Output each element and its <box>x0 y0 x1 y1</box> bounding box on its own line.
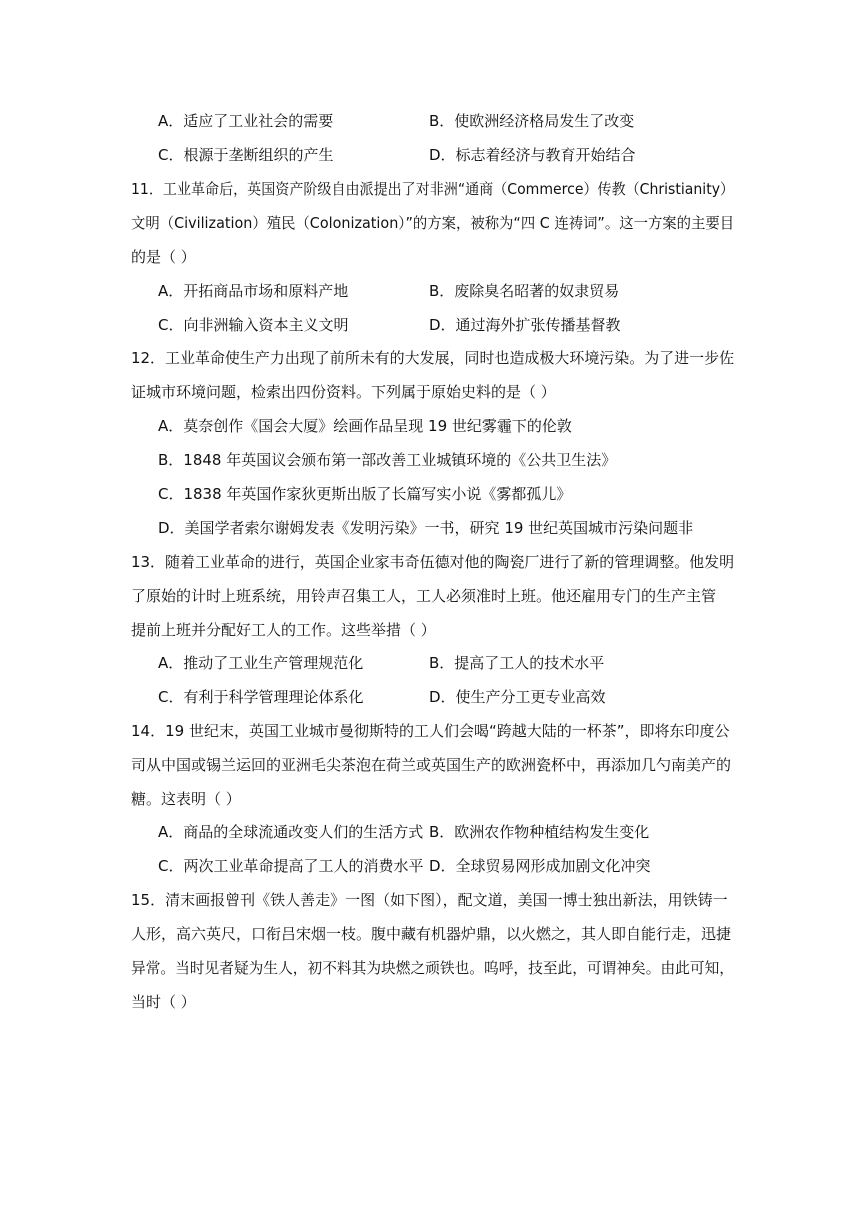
q14-stem-line-1: 14．19 世纪末，英国工业城市曼彻斯特的工人们会喝“跨越大陆的一杯茶”，即将东印度公 <box>131 722 730 740</box>
q13-stem-line-1: 13．随着工业革命的进行，英国企业家韦奇伍德对他的陶瓷厂进行了新的管理调整。他发明 <box>131 553 735 571</box>
q14-option-d: D．全球贸易网形成加剧文化冲突 <box>429 857 651 875</box>
q11-option-a: A．开拓商品市场和原料产地 <box>158 282 349 300</box>
q13-option-b: B．提高了工人的技术水平 <box>429 654 605 672</box>
q10-option-a: A．适应了工业社会的需要 <box>158 112 334 130</box>
q11-stem-line-3: 的是（ ） <box>131 248 196 266</box>
q11-stem-line-1: 11．工业革命后，英国资产阶级自由派提出了对非洲“通商（Commerce）传教（Christianity） <box>131 180 735 198</box>
q10-option-d: D．标志着经济与教育开始结合 <box>429 146 636 164</box>
q13-option-c: C．有利于科学管理理论体系化 <box>158 688 364 706</box>
q10-option-b: B．使欧洲经济格局发生了改变 <box>429 112 635 130</box>
q12-stem-line-2: 证城市环境问题，检索出四份资料。下列属于原始史料的是（ ） <box>131 383 556 401</box>
q11-option-c: C．向非洲输入资本主义文明 <box>158 316 349 334</box>
q15-stem-line-1: 15．清末画报曾刊《铁人善走》一图（如下图），配文道，美国一博士独出新法，用铁铸一 <box>131 891 728 909</box>
q12-option-d: D．美国学者索尔谢姆发表《发明污染》一书，研究 19 世纪英国城市污染问题非 <box>158 519 694 537</box>
q12-stem-line-1: 12．工业革命使生产力出现了前所未有的大发展，同时也造成极大环境污染。为了进一步佐 <box>131 349 735 367</box>
q12-option-b: B．1848 年英国议会颁布第一部改善工业城镇环境的《公共卫生法》 <box>158 451 617 469</box>
q13-option-d: D．使生产分工更专业高效 <box>429 688 606 706</box>
q11-option-b: B．废除臭名昭著的奴隶贸易 <box>429 282 620 300</box>
q14-option-a: A．商品的全球流通改变人们的生活方式 <box>158 823 424 841</box>
q13-stem-line-3: 提前上班并分配好工人的工作。这些举措（ ） <box>131 621 436 639</box>
q14-stem-line-2: 司从中国或锡兰运回的亚洲毛尖茶泡在荷兰或英国生产的欧洲瓷杯中，再添加几勺南美产的 <box>131 756 732 774</box>
q13-option-a: A．推动了工业生产管理规范化 <box>158 654 364 672</box>
q11-option-d: D．通过海外扩张传播基督教 <box>429 316 621 334</box>
q12-option-c: C．1838 年英国作家狄更斯出版了长篇写实小说《雾都孤儿》 <box>158 485 572 503</box>
q15-stem-line-2: 人形，高六英尺，口衔吕宋烟一枝。腹中藏有机器炉鼎，以火燃之，其人即自能行走，迅捷 <box>131 925 732 943</box>
q14-option-c: C．两次工业革命提高了工人的消费水平 <box>158 857 424 875</box>
q15-stem-line-4: 当时（ ） <box>131 993 196 1011</box>
q10-option-c: C．根源于垄断组织的产生 <box>158 146 334 164</box>
q14-option-b: B．欧洲农作物种植结构发生变化 <box>429 823 650 841</box>
q12-option-a: A．莫奈创作《国会大厦》绘画作品呈现 19 世纪雾霾下的伦敦 <box>158 417 572 435</box>
q15-stem-line-3: 异常。当时见者疑为生人，初不料其为块燃之顽铁也。呜呼，技至此，可谓神矣。由此可知， <box>131 959 735 977</box>
q11-stem-line-2: 文明（Civilization）殖民（Colonization）”的方案，被称为“四 C 连祷词”。这一方案的主要目 <box>131 214 735 232</box>
q13-stem-line-2: 了原始的计时上班系统，用铃声召集工人，工人必须准时上班。他还雇用专门的生产主管 <box>131 587 717 605</box>
q14-stem-line-3: 糖。这表明（ ） <box>131 790 241 808</box>
